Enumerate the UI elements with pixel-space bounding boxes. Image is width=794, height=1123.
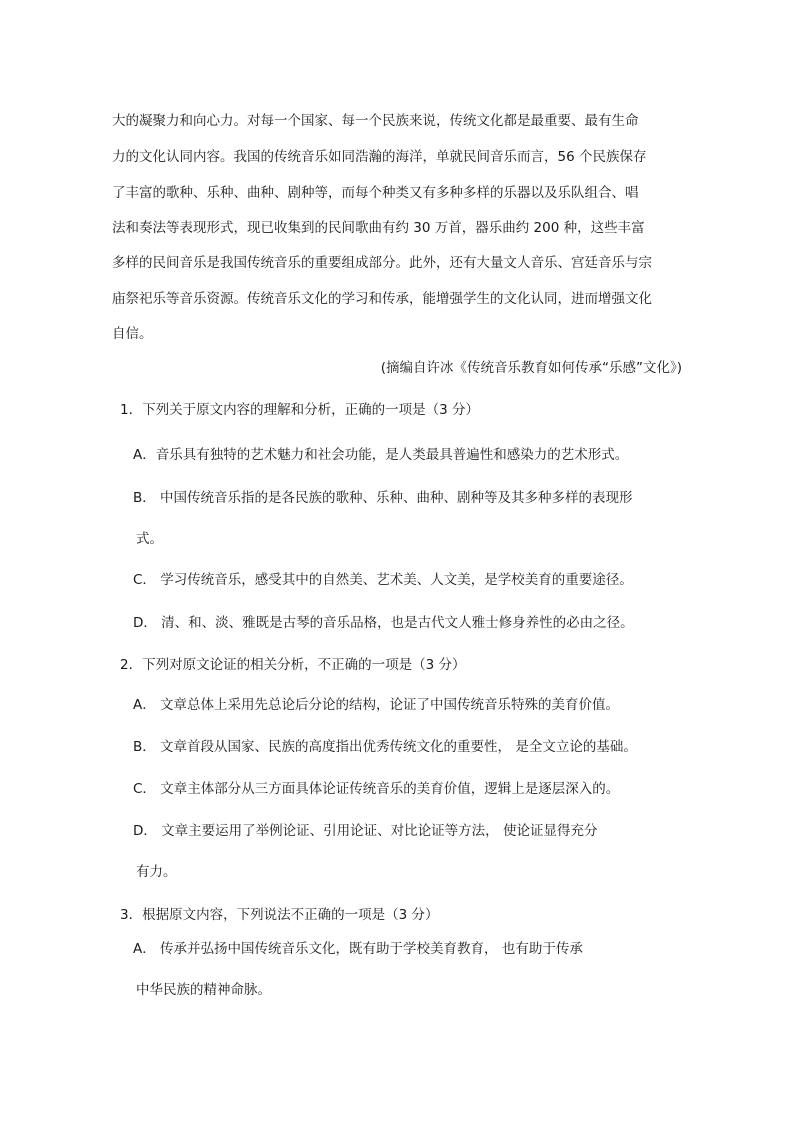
question-2-option-d-cont: 有力。	[136, 864, 177, 880]
question-1-option-d: D． 清、和、淡、雅既是古琴的音乐品格，也是古代文人雅士修身养性的必由之径。	[133, 615, 634, 631]
passage-line-2: 力的文化认同内容。我国的传统音乐如同浩瀚的海洋，单就民间音乐而言，56 个民族保存	[112, 149, 647, 165]
question-1-option-c: C． 学习传统音乐，感受其中的自然美、艺术美、人文美，是学校美育的重要途径。	[133, 572, 633, 588]
source-citation: (摘编自许冰《传统音乐教育如何传承“乐感”文化》)	[380, 360, 682, 376]
passage-line-4: 法和奏法等表现形式，现已收集到的民间歌曲有约 30 万首，器乐曲约 200 种，这些丰富	[112, 220, 645, 236]
passage-line-6: 庙祭祀乐等音乐资源。传统音乐文化的学习和传承，能增强学生的文化认同，进而增强文化	[112, 291, 652, 307]
question-3-option-a: A． 传承并弘扬中国传统音乐文化，既有助于学校美育教育， 也有助于传承	[133, 941, 583, 957]
question-1-option-b-cont: 式。	[136, 531, 163, 547]
question-1-option-a: A．音乐具有独特的艺术魅力和社会功能，是人类最具普遍性和感染力的艺术形式。	[133, 447, 629, 463]
question-2-option-c: C． 文章主体部分从三方面具体论证传统音乐的美育价值，逻辑上是逐层深入的。	[133, 781, 620, 797]
passage-line-7: 自信。	[112, 326, 153, 342]
question-3-stem: 3．根据原文内容，下列说法不正确的一项是（3 分）	[120, 907, 439, 923]
passage-line-5: 多样的民间音乐是我国传统音乐的重要组成部分。此外，还有大量文人音乐、宫廷音乐与宗	[112, 255, 652, 271]
passage-line-1: 大的凝聚力和向心力。对每一个国家、每一个民族来说，传统文化都是最重要、最有生命	[112, 113, 639, 129]
question-2-option-d: D． 文章主要运用了举例论证、引用论证、对比论证等方法， 使论证显得充分	[133, 823, 598, 839]
question-2-option-a: A． 文章总体上采用先总论后分论的结构，论证了中国传统音乐特殊的美育价值。	[133, 697, 620, 713]
question-1-option-b: B． 中国传统音乐指的是各民族的歌种、乐种、曲种、剧种等及其多种多样的表现形	[133, 490, 633, 506]
question-2-stem: 2．下列对原文论证的相关分析，不正确的一项是（3 分）	[120, 657, 466, 673]
question-2-option-b: B． 文章首段从国家、民族的高度指出优秀传统文化的重要性， 是全文立论的基础。	[133, 739, 637, 755]
question-1-stem: 1．下列关于原文内容的理解和分析，正确的一项是（3 分）	[120, 402, 479, 418]
question-3-option-a-cont: 中华民族的精神命脉。	[136, 982, 271, 998]
passage-line-3: 了丰富的歌种、乐种、曲种、剧种等，而每个种类又有多种多样的乐器以及乐队组合、唱	[112, 185, 639, 201]
